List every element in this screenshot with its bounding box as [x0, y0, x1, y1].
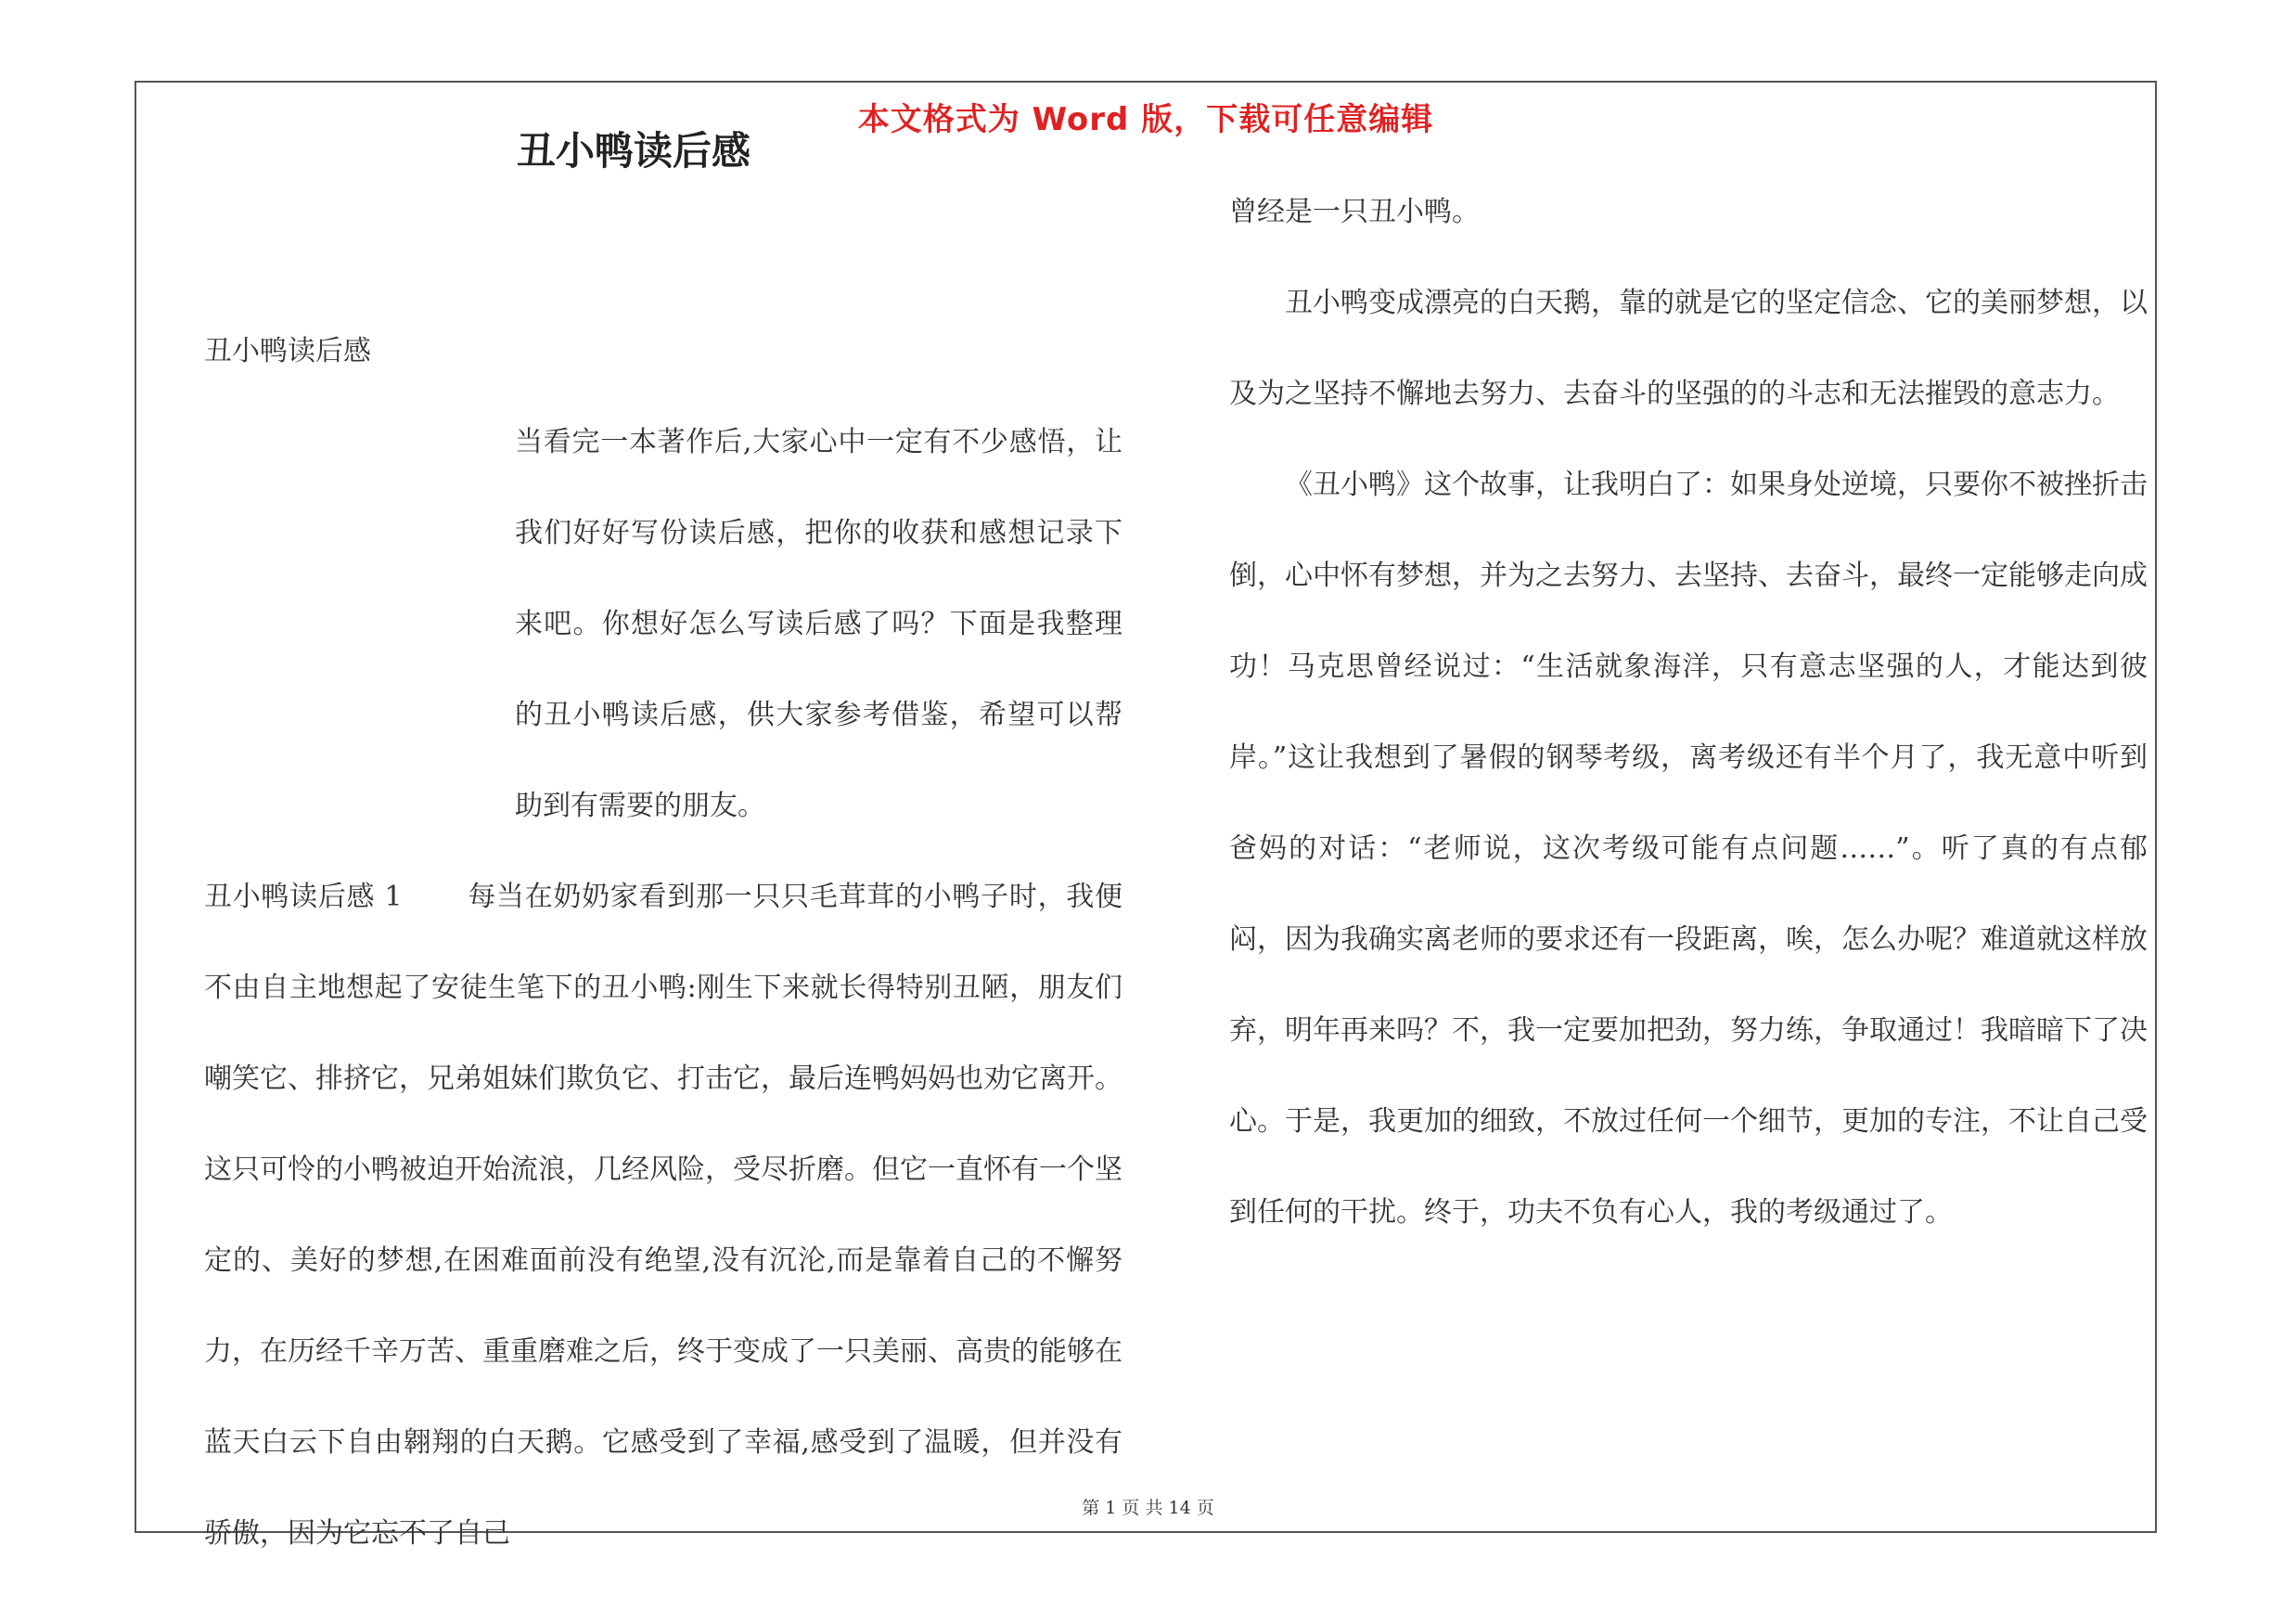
section-subtitle: 丑小鸭读后感 — [204, 335, 371, 367]
body-paragraph-1: 丑小鸭变成漂亮的白天鹅，靠的就是它的坚定信念、它的美丽梦想，以及为之坚持不懈地去努力、去奋斗的坚强的的斗志和无法摧毁的意志力。 — [1229, 287, 2148, 410]
intro-paragraph: 当看完一本著作后,大家心中一定有不少感悟，让我们好好写份读后感，把你的收获和感想记录下来吧。你想好怎么写读后感了吗？下面是我整理的丑小鸭读后感，供大家参考借鉴，希望可以帮助到有需要的朋友。 — [515, 426, 1122, 822]
body-paragraph-2: 《丑小鸭》这个故事，让我明白了：如果身处逆境，只要你不被挫折击倒，心中怀有梦想，并为之去努力、去坚持、去奋斗，最终一定能够走向成功！马克思曾经说过：“生活就象海洋，只有意志坚强的人，才能达到彼岸。”这让我想到了暑假的钢琴考级，离考级还有半个月了，我无意中听到爸妈的对话：“老师说，这次考级可能有点问题……”。听了真的有点郁闷，因为我确实离老师的要求还有一段距离，唉，怎么办呢？难道就这样放弃，明年再来吗？不，我一定要加把劲，努力练，争取通过！我暗暗下了决心。于是，我更加的细致，不放过任何一个细节，更加的专注，不让自己受到任何的干扰。终于，功夫不负有心人，我的考级通过了。 — [1229, 469, 2148, 1229]
right-column — [1229, 167, 2148, 1258]
essay-paragraph — [204, 852, 1122, 1579]
left-column — [204, 306, 1122, 1579]
word-format-banner: 本文格式为 Word 版，下载可任意编辑 — [857, 101, 1434, 138]
page-footer: 第 1 页 共 14 页 — [1082, 1498, 1214, 1518]
essay-heading: 丑小鸭读后感 1 — [204, 881, 403, 913]
essay-text: 每当在奶奶家看到那一只只毛茸茸的小鸭子时，我便不由自主地想起了安徒生笔下的丑小鸭:刚生下来就长得特别丑陋，朋友们嘲笑它、排挤它，兄弟姐妹们欺负它、打击它，最后连鸭妈妈也劝它离开。这只可怜的小鸭被迫开始流浪，几经风险，受尽折磨。但它一直怀有一个坚定的、美好的梦想,在困难面前没有绝望,没有沉沦,而是靠着自己的不懈努力，在历经千辛万苦、重重磨难之后，终于变成了一只美丽、高贵的能够在蓝天白云下自由翱翔的白天鹅。它感受到了幸福,感受到了温暖，但并没有骄傲，因为它忘不了自己 — [204, 881, 1123, 1550]
continuation-line: 曾经是一只丑小鸭。 — [1229, 196, 1480, 228]
document-title: 丑小鸭读后感 — [516, 128, 750, 174]
